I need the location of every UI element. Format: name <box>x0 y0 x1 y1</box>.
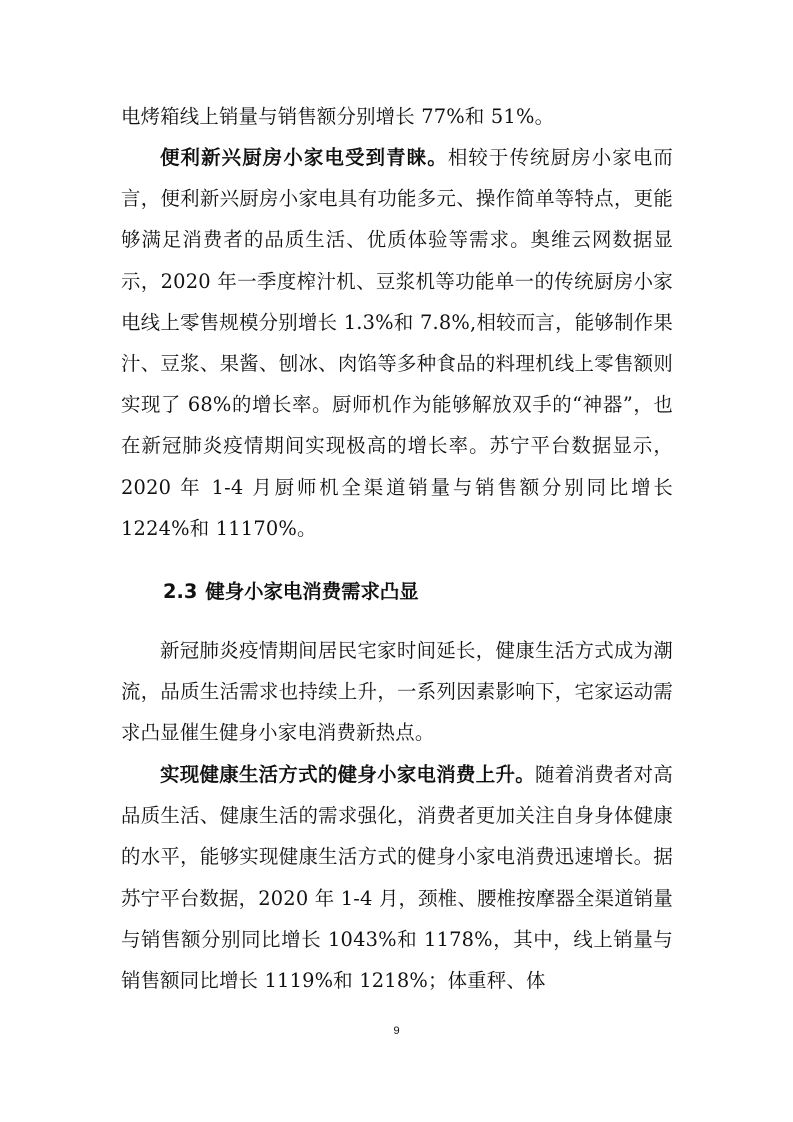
paragraph-fitness-appliances <box>121 754 673 1001</box>
paragraph-home-fitness-demand <box>121 630 673 754</box>
page-number: 9 <box>393 1025 400 1037</box>
paragraph-text: 新冠肺炎疫情期间居民宅家时间延长，健康生活方式成为潮流，品质生活需求也持续上升，一系列因素影响下，宅家运动需求凸显催生健身小家电消费新热点。 <box>121 639 673 745</box>
section-number: 2.3 <box>163 580 198 603</box>
paragraph-lead: 便利新兴厨房小家电受到青睐。 <box>160 146 448 169</box>
paragraph-text: 相较于传统厨房小家电而言，便利新兴厨房小家电具有功能多元、操作简单等特点，更能够满足消费者的品质生活、优质体验等需求。奥维云网数据显示，2020 年一季度榨汁机、豆浆机等功能单一的传统厨房小家电线上零售规模分别增长 1.3%和 7.8%,相较而言，能够制作果汁、豆浆、果酱、刨冰、肉馅等多种食品的料理机线上零售额则实现了 68%的增长率。厨师机作为能够解放双手的“神器”，也在新冠肺炎疫情期间实现极高的增长率。苏宁平台数据显示，2020 年 1-4 月厨师机全渠道销量与销售额分别同比增长 1224%和 11170%。 <box>121 146 673 540</box>
paragraph-oven-sales <box>121 96 673 137</box>
paragraph-text: 电烤箱线上销量与销售额分别增长 77%和 51%。 <box>121 105 555 128</box>
paragraph-kitchen-appliances <box>121 137 673 549</box>
paragraph-lead: 实现健康生活方式的健身小家电消费上升。 <box>160 763 535 786</box>
section-title: 健身小家电消费需求凸显 <box>205 580 419 603</box>
section-heading <box>163 572 419 612</box>
paragraph-text: 随着消费者对高品质生活、健康生活的需求强化，消费者更加关注自身身体健康的水平，能够实现健康生活方式的健身小家电消费迅速增长。据苏宁平台数据，2020 年 1-4 月，颈椎、腰椎按摩器全渠道销量与销售额分别同比增长 1043%和 1178%，其中，线上销量与销售额同比增长 1119%和 1218%；体重秤、体 <box>121 763 673 993</box>
